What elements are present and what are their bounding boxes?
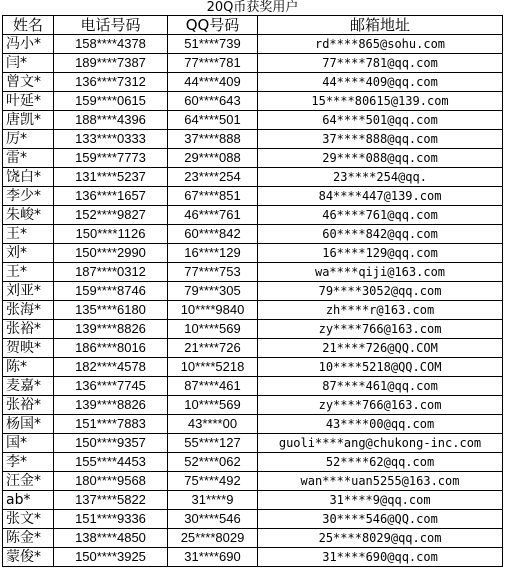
cell-name: 王* xyxy=(3,225,54,244)
cell-phone: 139****8826 xyxy=(54,320,168,339)
cell-phone: 131****5237 xyxy=(54,168,168,187)
table-row xyxy=(3,54,503,73)
cell-phone: 151****9336 xyxy=(54,510,168,529)
cell-phone: 155****4453 xyxy=(54,453,168,472)
cell-email: wa****qiji@163.com xyxy=(258,263,503,282)
table-row xyxy=(3,225,503,244)
cell-email: rd****865@sohu.com xyxy=(258,35,503,54)
table-row xyxy=(3,415,503,434)
cell-email: 77****781@qq.com xyxy=(258,54,503,73)
cell-name: 冯小* xyxy=(3,35,54,54)
table-row xyxy=(3,434,503,453)
cell-phone: 158****4378 xyxy=(54,35,168,54)
cell-phone: 188****4396 xyxy=(54,111,168,130)
cell-qq: 25****8029 xyxy=(168,529,258,548)
winners-table xyxy=(2,0,503,567)
table-body xyxy=(3,35,503,567)
table-row xyxy=(3,73,503,92)
cell-email: 43****00@qq.com xyxy=(258,415,503,434)
cell-phone: 138****4850 xyxy=(54,529,168,548)
cell-qq: 60****643 xyxy=(168,92,258,111)
cell-name: 麦嘉* xyxy=(3,377,54,396)
cell-name: 张裕* xyxy=(3,320,54,339)
cell-name: 饶白* xyxy=(3,168,54,187)
cell-name: 陈* xyxy=(3,358,54,377)
table-row xyxy=(3,529,503,548)
table-row xyxy=(3,168,503,187)
cell-phone: 182****4578 xyxy=(54,358,168,377)
cell-phone: 159****0615 xyxy=(54,92,168,111)
cell-email: 60****842@qq.com xyxy=(258,225,503,244)
cell-name: 刘亚* xyxy=(3,282,54,301)
cell-email: guoli****ang@chukong-inc.com xyxy=(258,434,503,453)
cell-qq: 64****501 xyxy=(168,111,258,130)
cell-phone: 136****7745 xyxy=(54,377,168,396)
cell-name: 汪金* xyxy=(3,472,54,491)
table-row xyxy=(3,548,503,567)
cell-name: 张裕* xyxy=(3,396,54,415)
cell-phone: 136****7312 xyxy=(54,73,168,92)
header-phone: 电话号码 xyxy=(54,16,168,35)
table-row xyxy=(3,358,503,377)
cell-qq: 52****062 xyxy=(168,453,258,472)
table-row xyxy=(3,282,503,301)
cell-qq: 60****842 xyxy=(168,225,258,244)
cell-qq: 44****409 xyxy=(168,73,258,92)
cell-qq: 10****5218 xyxy=(168,358,258,377)
table-row xyxy=(3,206,503,225)
cell-email: 29****088@qq.com xyxy=(258,149,503,168)
cell-name: 雷* xyxy=(3,149,54,168)
cell-qq: 10****9840 xyxy=(168,301,258,320)
cell-qq: 77****781 xyxy=(168,54,258,73)
header-qq: QQ号码 xyxy=(168,16,258,35)
cell-name: 杨国* xyxy=(3,415,54,434)
cell-qq: 55****127 xyxy=(168,434,258,453)
table-row xyxy=(3,510,503,529)
cell-phone: 150****9357 xyxy=(54,434,168,453)
cell-phone: 150****2990 xyxy=(54,244,168,263)
cell-qq: 51****739 xyxy=(168,35,258,54)
cell-name: 王* xyxy=(3,263,54,282)
cell-name: 厉* xyxy=(3,130,54,149)
cell-phone: 151****7883 xyxy=(54,415,168,434)
cell-phone: 136****1657 xyxy=(54,187,168,206)
cell-qq: 67****851 xyxy=(168,187,258,206)
cell-email: 15****80615@139.com xyxy=(258,92,503,111)
cell-email: 46****761@qq.com xyxy=(258,206,503,225)
cell-name: 蒙俊* xyxy=(3,548,54,567)
cell-phone: 133****0333 xyxy=(54,130,168,149)
cell-email: zh****r@163.com xyxy=(258,301,503,320)
cell-qq: 43****00 xyxy=(168,415,258,434)
table-row xyxy=(3,377,503,396)
cell-phone: 137****5822 xyxy=(54,491,168,510)
cell-qq: 10****569 xyxy=(168,396,258,415)
cell-qq: 79****305 xyxy=(168,282,258,301)
table-row xyxy=(3,339,503,358)
cell-qq: 75****492 xyxy=(168,472,258,491)
cell-email: 44****409@qq.com xyxy=(258,73,503,92)
table-row xyxy=(3,301,503,320)
cell-email: 23****254@qq. xyxy=(258,168,503,187)
table-row xyxy=(3,111,503,130)
cell-email: 64****501@qq.com xyxy=(258,111,503,130)
header-email: 邮箱地址 xyxy=(258,16,503,35)
cell-name: 李少* xyxy=(3,187,54,206)
cell-qq: 31****690 xyxy=(168,548,258,567)
cell-phone: 139****8826 xyxy=(54,396,168,415)
cell-name: 曾文* xyxy=(3,73,54,92)
table-row xyxy=(3,320,503,339)
cell-qq: 37****888 xyxy=(168,130,258,149)
cell-qq: 23****254 xyxy=(168,168,258,187)
table-row xyxy=(3,35,503,54)
cell-name: 国* xyxy=(3,434,54,453)
cell-name: 闫* xyxy=(3,54,54,73)
cell-email: zy****766@163.com xyxy=(258,320,503,339)
table-row xyxy=(3,149,503,168)
cell-email: 79****3052@qq.com xyxy=(258,282,503,301)
cell-phone: 180****9568 xyxy=(54,472,168,491)
cell-phone: 150****1126 xyxy=(54,225,168,244)
cell-phone: 187****0312 xyxy=(54,263,168,282)
cell-email: 37****888@qq.com xyxy=(258,130,503,149)
cell-phone: 152****9827 xyxy=(54,206,168,225)
cell-phone: 150****3925 xyxy=(54,548,168,567)
cell-email: zy****766@163.com xyxy=(258,396,503,415)
cell-name: 张文* xyxy=(3,510,54,529)
cell-qq: 87****461 xyxy=(168,377,258,396)
table-title: 20Q币获奖用户 xyxy=(3,0,503,16)
cell-qq: 21****726 xyxy=(168,339,258,358)
table-row xyxy=(3,396,503,415)
cell-email: 21****726@QQ.COM xyxy=(258,339,503,358)
cell-qq: 16****129 xyxy=(168,244,258,263)
table-row xyxy=(3,244,503,263)
table-row xyxy=(3,472,503,491)
cell-email: 52****62@qq.com xyxy=(258,453,503,472)
table-row xyxy=(3,453,503,472)
cell-qq: 31****9 xyxy=(168,491,258,510)
cell-email: 10****5218@QQ.COM xyxy=(258,358,503,377)
cell-phone: 159****8746 xyxy=(54,282,168,301)
cell-name: 陈金* xyxy=(3,529,54,548)
cell-name: 刘* xyxy=(3,244,54,263)
cell-phone: 135****6180 xyxy=(54,301,168,320)
cell-phone: 189****7387 xyxy=(54,54,168,73)
cell-email: 84****447@139.com xyxy=(258,187,503,206)
cell-name: 张海* xyxy=(3,301,54,320)
table-row xyxy=(3,263,503,282)
table-row xyxy=(3,187,503,206)
cell-phone: 159****7773 xyxy=(54,149,168,168)
cell-name: 李* xyxy=(3,453,54,472)
cell-email: 31****690@qq.com xyxy=(258,548,503,567)
cell-name: ab* xyxy=(3,491,54,510)
cell-name: 叶延* xyxy=(3,92,54,111)
table-row xyxy=(3,92,503,111)
cell-name: 唐凯* xyxy=(3,111,54,130)
cell-phone: 186****8016 xyxy=(54,339,168,358)
cell-email: 30****546@QQ.com xyxy=(258,510,503,529)
cell-email: 16****129@qq.com xyxy=(258,244,503,263)
title-row xyxy=(3,0,503,16)
header-row xyxy=(3,16,503,35)
cell-name: 贺映* xyxy=(3,339,54,358)
table-row xyxy=(3,130,503,149)
cell-email: wan****uan5255@163.com xyxy=(258,472,503,491)
cell-email: 87****461@qq.com xyxy=(258,377,503,396)
cell-qq: 77****753 xyxy=(168,263,258,282)
table-row xyxy=(3,491,503,510)
cell-qq: 10****569 xyxy=(168,320,258,339)
cell-qq: 30****546 xyxy=(168,510,258,529)
cell-qq: 29****088 xyxy=(168,149,258,168)
cell-name: 朱峻* xyxy=(3,206,54,225)
cell-email: 31****9@qq.com xyxy=(258,491,503,510)
cell-email: 25****8029@qq.com xyxy=(258,529,503,548)
cell-qq: 46****761 xyxy=(168,206,258,225)
header-name: 姓名 xyxy=(3,16,54,35)
